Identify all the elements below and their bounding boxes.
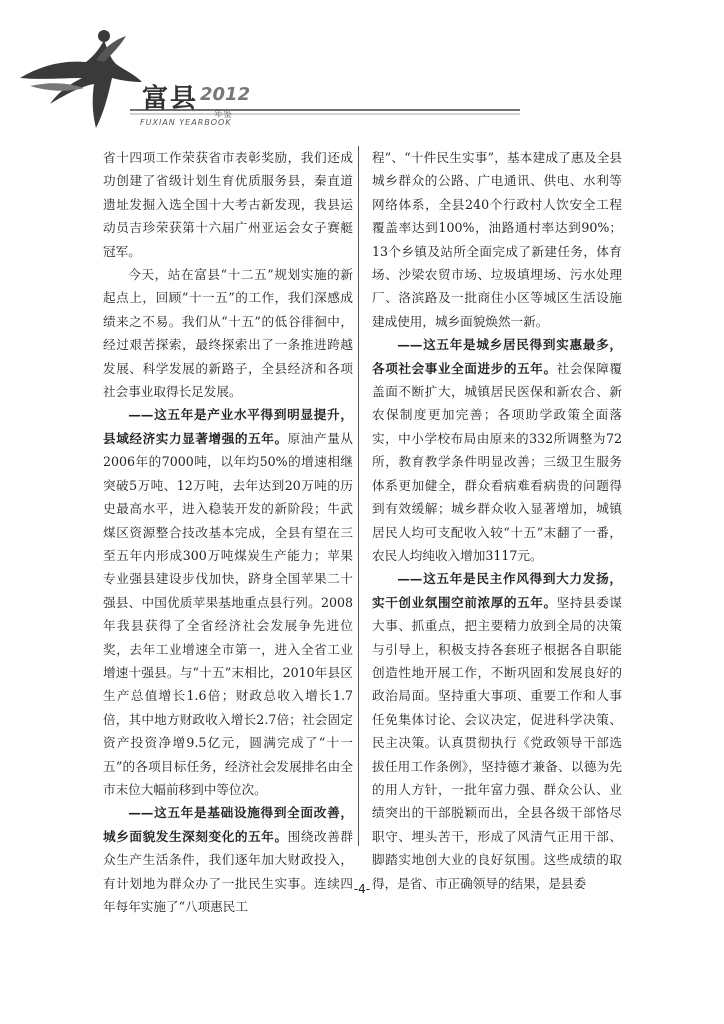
right-column <box>372 146 622 895</box>
page-number: -4- <box>353 882 371 896</box>
header-title: 富县 <box>142 84 199 114</box>
yearbook-header <box>0 0 724 140</box>
paragraph-body: 社会保障覆盖面不断扩大，城镇居民医保和新农合、新农保制度更加完善；各项助学政策全面落实，中小学校布局由原来的332所调整为72所，教育教学条件明显改善；三级卫生服务体系更加健全，群众看病难看病贵的问题得到有效缓解；城乡群众收入显著增加，城镇居民人均可支配收入较“十五”末翻了一番，农民人均纯收入增加3117元。 <box>372 360 623 563</box>
paragraph <box>103 403 353 801</box>
paragraph-lead: ——这五年是基础设施得到全面改善，城乡面貌发生深刻变化的五年。 <box>103 805 353 844</box>
paragraph-lead: ——这五年是城乡居民得到实惠最多，各项社会事业全面进步的五年。 <box>372 337 622 376</box>
left-column <box>103 146 353 918</box>
paragraph-body: 坚持县委谋大事、抓重点，把主要精力放到全局的决策与引导上，积极支持各套班子根据各自职能创造性地开展工作，不断巩固和发展良好的政治局面。坚持重大事项、重要工作和人事任免集体讨论、会议决定，促进科学决策、民主决策。认真贯彻执行《党政领导干部选拔任用工作条例》，坚持德才兼备、以德为先的用人方针，一批年富力强、群众公认、业绩突出的干部脱颖而出，全县各级干部恪尽职守、埋头苦干，形成了风清气正用干部、脚踏实地创大业的良好氛围。这些成绩的取得，是省、市正确领导的结果，是县委 <box>372 594 623 891</box>
header-subtitle: 年鉴 <box>214 110 233 120</box>
paragraph-body: 围绕改善群众生产生活条件，我们逐年加大财政投入，有计划地为群众办了一批民生实事。连续四年每年实施了“八项惠民工 <box>103 828 354 914</box>
paragraph <box>103 801 353 918</box>
paragraph <box>372 567 622 895</box>
dancer-logo-icon <box>0 0 724 140</box>
header-year: 2012 <box>200 84 251 105</box>
paragraph <box>372 333 622 567</box>
paragraph-lead: ——这五年是民主作风得到大力发扬，实干创业氛围空前浓厚的五年。 <box>372 571 622 610</box>
paragraph-lead: ——这五年是产业水平得到明显提升，县域经济实力显著增强的五年。 <box>103 407 353 446</box>
paragraph-body: 原油产量从2006年的7000吨，以年均50%的增速相继突破5万吨、12万吨，去年达到20万吨的历史最高水平，进入稳装开发的新阶段；牛武煤区资源整合技改基本完成，全县有望在三至五年内形成300万吨煤炭生产能力；苹果专业强县建设步伐加快，跻身全国苹果二十强县、中国优质苹果基地重点县行列。2008年我县获得了全省经济社会发展争先进位奖，去年工业增速全市第一，进入全省工业增速十强县。与“十五”末相比，2010年县区生产总值增长1.6倍；财政总收入增长1.7倍，其中地方财政收入增长2.7倍；社会固定资产投资净增9.5亿元，圆满完成了“十一五”的各项目标任务，经济社会发展排名由全市末位大幅前移到中等位次。 <box>103 430 354 797</box>
paragraph: 省十四项工作荣获省市表彰奖励，我们还成功创建了省级计划生育优质服务县，秦直道遗址发掘入选全国十大考古新发现，我县运动员吉珍荣获第十六届广州亚运会女子赛艇冠军。 <box>103 150 353 259</box>
column-divider <box>358 146 359 846</box>
header-english: FUXIAN YEARBOOK <box>140 118 232 127</box>
paragraph: 今天，站在富县“十二五”规划实施的新起点上，回顾“十一五”的工作，我们深感成绩来之不易。我们从“十五”的低谷徘徊中，经过艰苦探索，最终探索出了一条推进跨越发展、科学发展的新路子，全县经济和各项社会事业取得长足发展。 <box>103 267 353 400</box>
paragraph: 程”、“十件民生实事”，基本建成了惠及全县城乡群众的公路、广电通讯、供电、水利等网络体系，全县240个行政村人饮安全工程覆盖率达到100%，油路通村率达到90%；13个乡镇及站所全面完成了新建任务，体育场、沙梁农贸市场、垃圾填埋场、污水处理厂、洛滨路及一批商住小区等城区生活设施建成使用，城乡面貌焕然一新。 <box>372 150 622 329</box>
